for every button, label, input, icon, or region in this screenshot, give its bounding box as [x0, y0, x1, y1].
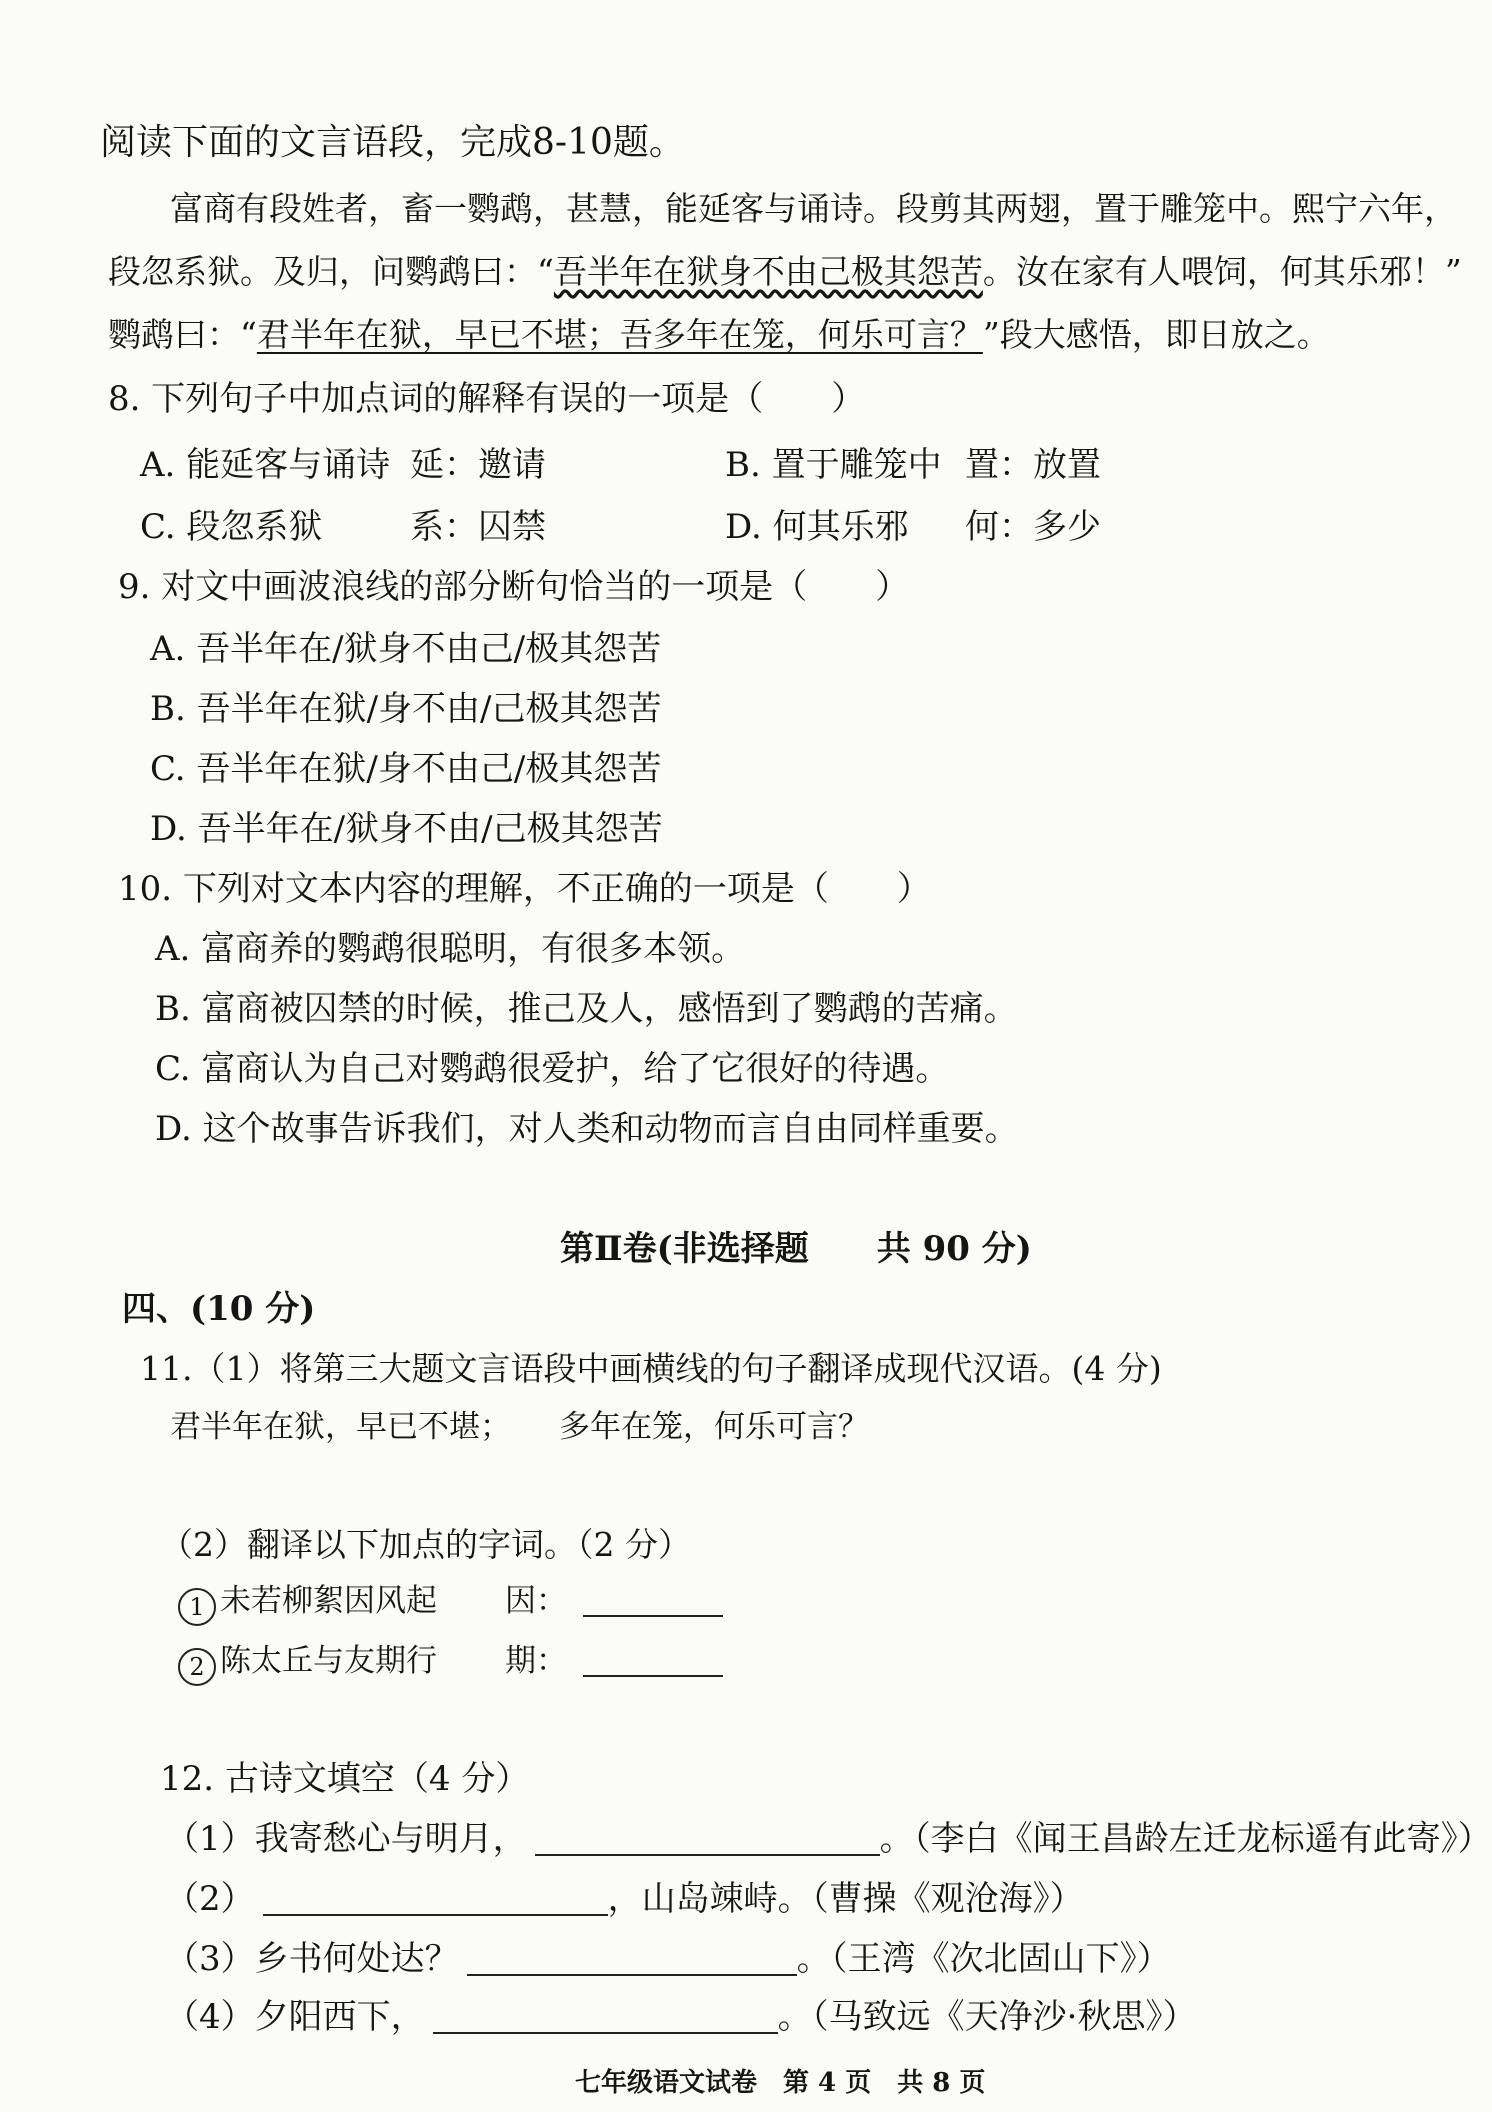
q10-option-c: C. 富商认为自己对鹦鹉很爱护，给了它很好的待遇。 — [155, 1049, 950, 1089]
q12-line-1-num: （1） — [165, 1819, 255, 1859]
passage-line-3-post: ”段大感悟，即日放之。 — [982, 315, 1330, 354]
q12-line-3-num: （3） — [165, 1939, 255, 1979]
wavy-underlined-sentence: 吾半年在狱身不由己极其怨苦 — [553, 252, 983, 291]
q12-line-4-num: （4） — [165, 1997, 255, 2037]
q11-sentence-b: 多年在笼，何乐可言？ — [559, 1409, 869, 1445]
q11-stem: 11.（1）将第三大题文言语段中画横线的句子翻译成现代汉语。(4 分) — [140, 1349, 1162, 1388]
q10-option-d: D. 这个故事告诉我们，对人类和动物而言自由同样重要。 — [155, 1109, 1019, 1149]
q9-option-a: A. 吾半年在/狱身不由己/极其怨苦 — [150, 629, 662, 669]
q10-option-a: A. 富商养的鹦鹉很聪明，有很多本领。 — [155, 929, 746, 969]
q9-stem: 9. 对文中画波浪线的部分断句恰当的一项是（ ） — [118, 567, 910, 607]
q8-option-c-gloss: 系：囚禁 — [410, 507, 546, 547]
page-footer: 七年级语文试卷 第 4 页 共 8 页 — [575, 2068, 986, 2098]
q11-item-2 — [178, 1643, 437, 1686]
q9-option-c: C. 吾半年在狱/身不由己/极其怨苦 — [150, 749, 662, 789]
answer-blank-1[interactable] — [583, 1615, 723, 1617]
q11-sentence — [170, 1409, 869, 1445]
q12-line-2-num: （2） — [165, 1879, 255, 1919]
q11-item-1 — [178, 1583, 437, 1626]
q8-option-d-gloss: 何：多少 — [965, 507, 1101, 547]
q8-option-a: A. 能延客与诵诗 — [140, 445, 391, 485]
passage-line-2 — [108, 252, 1462, 291]
q8-stem: 8. 下列句子中加点词的解释有误的一项是（ ） — [108, 379, 866, 419]
q9-option-b: B. 吾半年在狱/身不由/己极其怨苦 — [150, 689, 662, 729]
q12-blank-4[interactable] — [433, 2032, 778, 2034]
q12-blank-3[interactable] — [467, 1974, 797, 1976]
q12-blank-2[interactable] — [263, 1914, 608, 1916]
q10-stem: 10. 下列对文本内容的理解，不正确的一项是（ ） — [118, 869, 931, 909]
circled-number-2: 2 — [178, 1648, 216, 1686]
q12-line-4-pre: 夕阳西下， — [254, 1997, 425, 2037]
passage-line-3 — [108, 315, 1330, 354]
q8-option-a-gloss: 延：邀请 — [410, 445, 546, 485]
q12-line-3 — [165, 1939, 1171, 1979]
q11-sentence-a: 君半年在狱，早已不堪； — [170, 1409, 511, 1445]
q12-line-2-post: ，山岛竦峙。（曹操《观沧海》） — [607, 1879, 1084, 1919]
q12-line-1 — [165, 1819, 1492, 1859]
q12-line-1-post: 。（李白《闻王昌龄左迁龙标遥有此寄》） — [879, 1819, 1492, 1859]
q11-sub2-stem: （2）翻译以下加点的字词。（2 分） — [160, 1525, 691, 1564]
underlined-sentence: 君半年在狱，早已不堪；吾多年在笼，何乐可言？ — [256, 315, 983, 354]
circled-number-1: 1 — [178, 1588, 216, 1626]
q12-line-4 — [165, 1997, 1197, 2037]
q11-item-1-label: 因： — [505, 1583, 567, 1619]
q12-line-2 — [165, 1879, 1084, 1919]
q12-line-4-post: 。（马致远《天净沙·秋思》） — [777, 1997, 1197, 2037]
q11-item-1-text: 未若柳絮因风起 — [220, 1583, 437, 1619]
q12-blank-1[interactable] — [535, 1854, 880, 1856]
q10-option-b: B. 富商被囚禁的时候，推己及人，感悟到了鹦鹉的苦痛。 — [155, 989, 1018, 1029]
passage-line-1: 富商有段姓者，畜一鹦鹉，甚慧，能延客与诵诗。段剪其两翅，置于雕笼中。熙宁六年， — [170, 189, 1457, 228]
reading-instruction: 阅读下面的文言语段，完成8-10题。 — [100, 122, 685, 163]
q8-option-b-gloss: 置：放置 — [965, 445, 1101, 485]
q8-option-c: C. 段忽系狱 — [140, 507, 323, 547]
q11-item-1-answer — [505, 1583, 723, 1619]
q12-line-3-pre: 乡书何处达？ — [254, 1939, 459, 1979]
q8-option-b: B. 置于雕笼中 — [725, 445, 942, 485]
q12-line-1-pre: 我寄愁心与明月， — [254, 1819, 527, 1859]
q9-option-d: D. 吾半年在/狱身不由/己极其怨苦 — [150, 809, 663, 849]
q12-stem: 12. 古诗文填空（4 分） — [160, 1759, 530, 1799]
q11-item-2-text: 陈太丘与友期行 — [220, 1643, 437, 1679]
section-2-title: 第Ⅱ卷(非选择题 共 90 分) — [560, 1229, 1032, 1269]
q11-item-2-answer — [505, 1643, 723, 1679]
q11-item-2-label: 期： — [505, 1643, 567, 1679]
q8-option-d: D. 何其乐邪 — [725, 507, 909, 547]
passage-line-3-pre: 鹦鹉曰：“ — [108, 315, 257, 354]
q12-line-3-post: 。（王湾《次北固山下》） — [796, 1939, 1171, 1979]
part-4-heading: 四、(10 分) — [122, 1289, 316, 1329]
answer-blank-2[interactable] — [583, 1675, 723, 1677]
passage-line-2-pre: 段忽系狱。及归，问鹦鹉曰：“ — [108, 252, 554, 291]
passage-line-2-post: 。汝在家有人喂饲，何其乐邪！” — [982, 252, 1462, 291]
